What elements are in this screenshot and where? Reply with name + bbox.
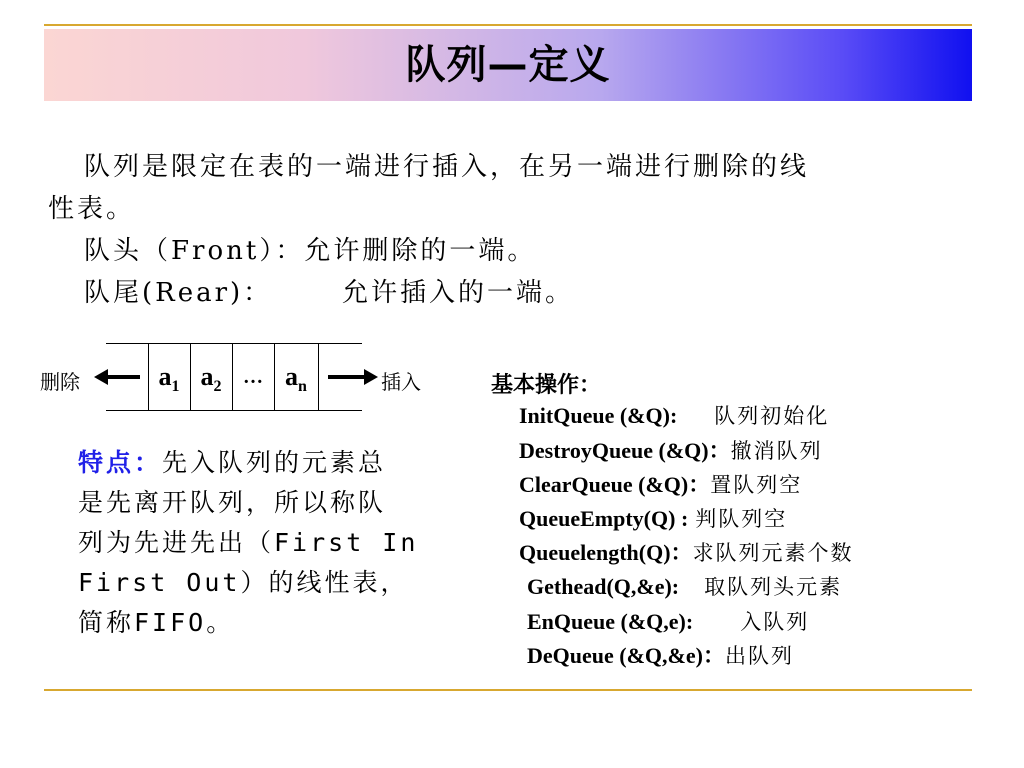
insert-label: 插入 bbox=[381, 370, 421, 394]
page-title: 队列—定义 bbox=[405, 42, 611, 88]
definition-rear-desc: 允许插入的一端。 bbox=[342, 278, 575, 308]
operation-item: DeQueue (&Q,&e)：出队列 bbox=[527, 643, 794, 668]
features-line-2: 是先离开队列，所以称队 bbox=[78, 488, 387, 517]
operation-item: InitQueue (&Q): 队列初始化 bbox=[519, 403, 830, 428]
definition-line-1: 队列是限定在表的一端进行插入，在另一端进行删除的线 bbox=[84, 152, 810, 182]
bottom-rule bbox=[44, 689, 972, 691]
operation-item: EnQueue (&Q,e): 入队列 bbox=[527, 609, 810, 634]
delete-label: 删除 bbox=[40, 370, 80, 394]
definition-rear-label: 队尾(Rear)： bbox=[84, 278, 273, 308]
top-rule bbox=[44, 24, 972, 26]
queue-cell-an: $a_n$ bbox=[285, 362, 307, 396]
queue-divider bbox=[318, 343, 319, 411]
definition-front: 队头（Front）：允许删除的一端。 bbox=[84, 236, 537, 266]
features-line-3: 列为先进先出（First In bbox=[78, 528, 419, 557]
operation-item: Queuelength(Q)：求队列元素个数 bbox=[519, 540, 854, 565]
operation-item: QueueEmpty(Q) : 判队列空 bbox=[519, 506, 788, 531]
title-banner bbox=[44, 29, 972, 101]
features-line-1: 特点：先入队列的元素总 bbox=[78, 448, 387, 477]
queue-cell-a1: $a_1$ bbox=[158, 362, 180, 396]
insert-arrow-icon bbox=[364, 369, 378, 385]
features-line-4: First Out）的线性表， bbox=[78, 568, 409, 597]
definition-line-2: 性表。 bbox=[48, 194, 136, 224]
operation-item: ClearQueue (&Q)：置队列空 bbox=[519, 472, 803, 497]
queue-cell-ellipsis: … bbox=[243, 366, 263, 388]
operation-item: DestroyQueue (&Q)：撤消队列 bbox=[519, 438, 823, 463]
queue-cell-a2: $a_2$ bbox=[200, 362, 222, 396]
queue-diagram bbox=[106, 343, 362, 411]
features-label: 特点： bbox=[78, 448, 163, 477]
operations-title: 基本操作： bbox=[491, 373, 602, 398]
features-paragraph bbox=[78, 443, 470, 643]
features-line-5: 简称FIFO。 bbox=[78, 608, 235, 637]
operation-item: Gethead(Q,&e): 取队列头元素 bbox=[527, 574, 843, 599]
insert-arrow-shaft bbox=[328, 375, 366, 379]
